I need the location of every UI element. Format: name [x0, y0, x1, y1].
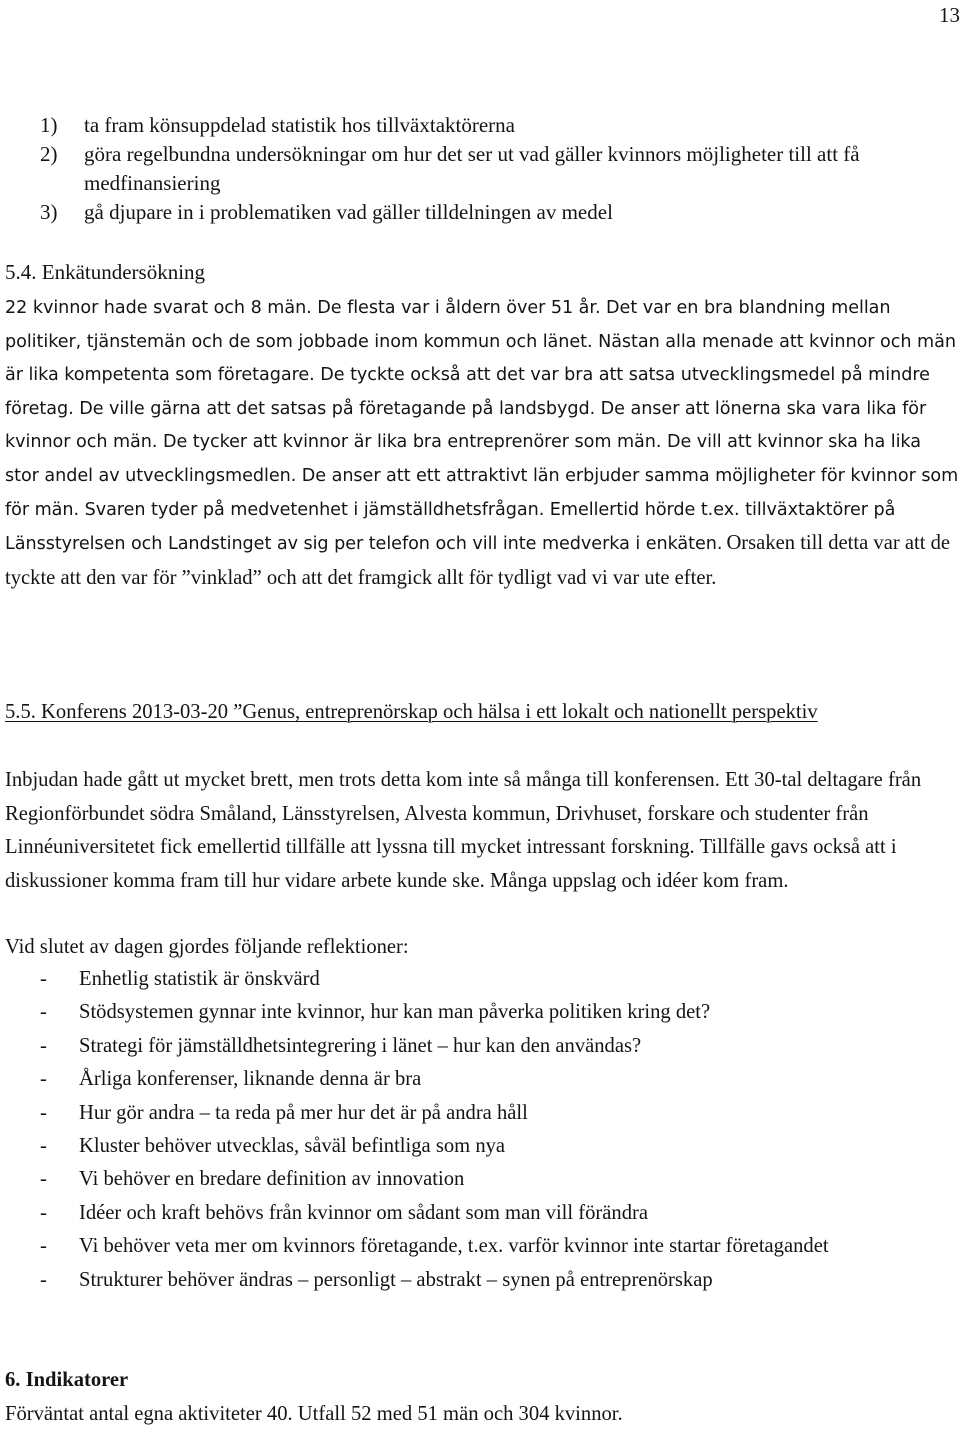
- list-text: Enhetlig statistik är önskvärd: [79, 968, 320, 990]
- list-item: [5, 963, 960, 996]
- conference-paragraph: Inbjudan hade gått ut mycket brett, men trots detta kom inte så många till konferensen. Ett 30-tal deltagare från Regionförbundet södra Småland, Länsstyrelsen, Alvesta kommun, Drivhuset, forskare och studenter från Linnéuniversitetet fick emellertid tillfälle att lyssna till mycket intressant forskning. Tillfälle gavs också att i diskussioner komma fram till hur vidare arbete kunde ske. Många uppslag och idéer kom fram.: [5, 769, 922, 892]
- dash-marker: -: [40, 1201, 47, 1224]
- dash-marker: -: [40, 1001, 47, 1024]
- list-text: Strukturer behöver ändras – personligt – abstrakt – synen på entreprenörskap: [79, 1268, 713, 1291]
- page-number: 13: [939, 3, 960, 27]
- list-text: Årliga konferenser, liknande denna är bra: [79, 1068, 422, 1091]
- reflections-intro: Vid slutet av dagen gjordes följande reflektioner:: [5, 936, 409, 958]
- list-text: Vi behöver en bredare definition av innovation: [79, 1168, 465, 1191]
- survey-paragraph: 22 kvinnor hade svarat och 8 män. De flesta var i åldern över 51 år. Det var en bra blandning mellan politiker, tjänstemän och de som jobbade inom kommun och länet. Nästan alla menade att kvinnor och män är lika kompetenta som företagare. De tyckte också att det var bra att satsa utvecklingsmedel på mindre företag. De ville gärna att det satsas på företagande på landsbygd. De anser att lönerna ska vara lika för kvinnor och män. De tycker att kvinnor är lika bra entreprenörer som män. De vill att kvinnor ska ha lika stor andel av utvecklingsmedlen. De anser att ett attraktivt län erbjuder samma möjligheter för kvinnor som för män. Svaren tyder på medvetenhet i jämställdhetsfrågan. Emellertid hörde t.ex. tillväxtaktörer på Länsstyrelsen och Landstinget av sig per telefon och vill inte medverka i enkäten.: [5, 298, 959, 555]
- list-item: [5, 198, 960, 227]
- dash-marker: -: [40, 1135, 47, 1158]
- list-text: Vi behöver veta mer om kvinnors företagande, t.ex. varför kvinnor inte startar företagandet: [79, 1235, 829, 1258]
- list-item: [5, 1097, 960, 1130]
- list-text: Strategi för jämställdhetsintegrering i länet – hur kan den användas?: [79, 1034, 642, 1057]
- list-item: [5, 140, 960, 198]
- dash-marker: -: [40, 1168, 47, 1191]
- list-text: Idéer och kraft behövs från kvinnor om sådant som man vill förändra: [79, 1201, 649, 1224]
- list-number: 1): [40, 113, 58, 137]
- list-text: ta fram könsuppdelad statistik hos tillväxtaktörerna: [84, 113, 515, 137]
- dash-marker: -: [40, 968, 47, 990]
- list-item: [5, 1163, 960, 1196]
- list-item: [5, 1230, 960, 1263]
- dash-marker: -: [40, 1235, 47, 1258]
- list-text: göra regelbundna undersökningar om hur det ser ut vad gäller kvinnors möjligheter till att få medfinansiering: [84, 142, 860, 195]
- list-item: [5, 1063, 960, 1096]
- list-item: [5, 996, 960, 1029]
- section-heading-5-4: 5.4. Enkätundersökning: [5, 260, 206, 284]
- list-item: [5, 111, 960, 140]
- list-text: gå djupare in i problematiken vad gäller tilldelningen av medel: [84, 200, 613, 224]
- survey-paragraph-continued: Orsaken till detta var att de tyckte att den var för ”vinklad” och att det framgick allt för tydligt vad vi var ute efter.: [5, 532, 951, 589]
- dash-marker: -: [40, 1068, 47, 1091]
- list-number: 3): [40, 200, 58, 224]
- list-item: [5, 1130, 960, 1163]
- list-item: [5, 1264, 960, 1297]
- section-heading-6: 6. Indikatorer: [5, 1369, 129, 1391]
- conference-title: 5.5. Konferens 2013-03-20 ”Genus, entreprenörskap och hälsa i ett lokalt och nationellt perspektiv: [5, 701, 818, 723]
- list-number: 2): [40, 142, 58, 166]
- recommendation-list: [5, 111, 960, 227]
- list-text: Hur gör andra – ta reda på mer hur det är på andra håll: [79, 1101, 528, 1124]
- dash-marker: -: [40, 1101, 47, 1124]
- dash-marker: -: [40, 1268, 47, 1291]
- list-item: [5, 1197, 960, 1230]
- indicator-text: Förväntat antal egna aktiviteter 40. Utfall 52 med 51 män och 304 kvinnor.: [5, 1403, 623, 1425]
- list-item: [5, 1030, 960, 1063]
- section-5-4-body: [5, 292, 960, 595]
- dash-marker: -: [40, 1034, 47, 1057]
- list-text: Kluster behöver utvecklas, såväl befintliga som nya: [79, 1135, 506, 1158]
- reflections-list: [5, 963, 960, 1297]
- list-text: Stödsystemen gynnar inte kvinnor, hur kan man påverka politiken kring det?: [79, 1001, 711, 1024]
- section-heading-5-5: [5, 696, 905, 730]
